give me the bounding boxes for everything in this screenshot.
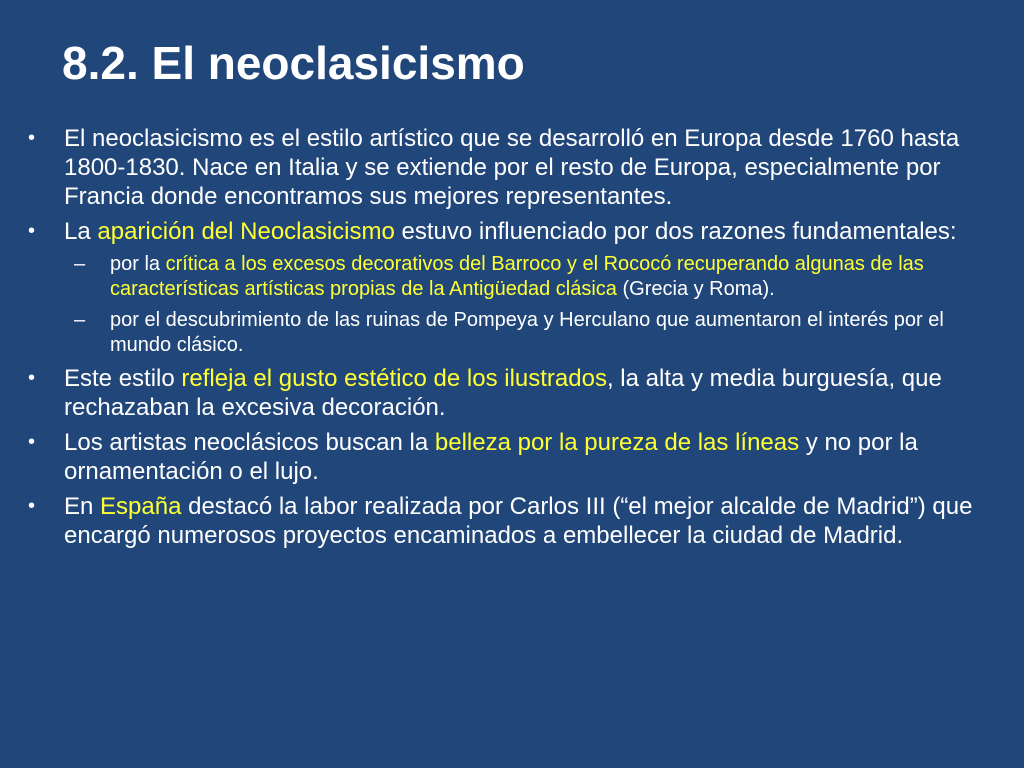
subbullet-item: [28, 252, 988, 302]
bullet-item: [28, 217, 988, 246]
dash-marker: –: [74, 253, 86, 275]
bullet-marker: •: [28, 220, 36, 242]
dash-marker: –: [74, 309, 86, 331]
bullet-text: y no por la ornamentación o el lujo.: [64, 429, 918, 485]
bullet-text: , la alta y media burguesía, que rechazaban la excesiva decoración.: [64, 365, 942, 421]
bullet-text: En: [64, 493, 101, 520]
bullet-marker: •: [28, 495, 36, 517]
bullet-marker: •: [28, 431, 36, 453]
bullet-text: La: [64, 218, 98, 245]
slide-title: 8.2. El neoclasicismo: [62, 37, 525, 89]
highlighted-text: crítica a los excesos decorativos del Barroco y el Rococó recuperando algunas de las características artísticas propias de la Antigüedad clásica: [110, 253, 924, 300]
highlighted-text: España: [100, 493, 182, 520]
subbullet-text: (Grecia y Roma).: [616, 278, 775, 300]
subbullet-text: por el descubrimiento de las ruinas de Pompeya y Herculano que aumentaron el interés por el mundo clásico.: [110, 309, 944, 356]
slide-content: [28, 124, 988, 556]
highlighted-text: aparición del Neoclasicismo: [97, 218, 395, 245]
bullet-text: estuvo influenciado por dos razones fundamentales:: [394, 218, 957, 245]
bullet-item: [28, 428, 988, 486]
bullet-text: El neoclasicismo es el estilo artístico que se desarrolló en Europa desde 1760 hasta 1800-1830. Nace en Italia y se extiende por el resto de Europa, especialmente por Francia donde encontramos sus mejores representantes.: [64, 125, 960, 210]
bullet-text: Los artistas neoclásicos buscan la: [64, 429, 435, 456]
bullet-text: Este estilo: [64, 365, 182, 392]
bullet-item: [28, 492, 988, 550]
bullet-item: [28, 364, 988, 422]
bullet-text: destacó la labor realizada por Carlos III (“el mejor alcalde de Madrid”) que encargó numerosos proyectos encaminados a embellecer la ciudad de Madrid.: [64, 493, 973, 549]
bullet-item: [28, 124, 988, 211]
subbullet-item: [28, 308, 988, 358]
bullet-marker: •: [28, 367, 36, 389]
subbullet-text: por la: [110, 253, 166, 275]
highlighted-text: refleja el gusto estético de los ilustrados: [181, 365, 607, 392]
bullet-marker: •: [28, 127, 36, 149]
highlighted-text: belleza por la pureza de las líneas: [434, 429, 800, 456]
